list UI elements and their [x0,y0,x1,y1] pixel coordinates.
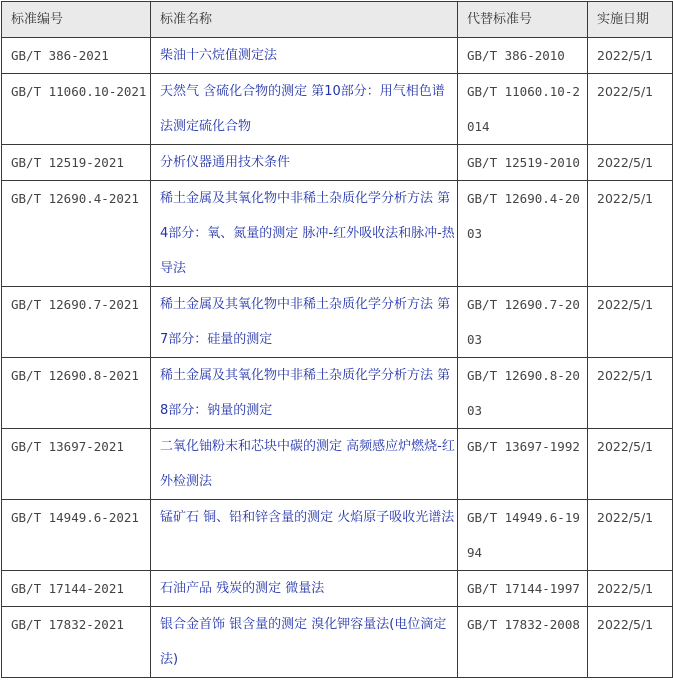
implementation-date: 2022/5/1 [588,74,673,145]
table-row [2,500,673,571]
standard-number: GB/T 12690.4-2021 [2,181,151,287]
header-standard-number: 标准编号 [2,2,151,38]
table-row [2,74,673,145]
table-row [2,571,673,607]
table-row [2,429,673,500]
standard-name: 二氧化铀粉末和芯块中碳的测定 高频感应炉燃烧-红外检测法 [151,429,458,500]
standard-name: 稀土金属及其氧化物中非稀土杂质化学分析方法 第4部分：氧、氮量的测定 脉冲-红外吸收法和脉冲-热导法 [151,181,458,287]
replaced-standard: GB/T 14949.6-1994 [458,500,588,571]
standard-number: GB/T 12690.7-2021 [2,287,151,358]
standard-name: 分析仪器通用技术条件 [151,145,458,181]
replaced-standard: GB/T 17144-1997 [458,571,588,607]
implementation-date: 2022/5/1 [588,145,673,181]
header-implementation-date: 实施日期 [588,2,673,38]
replaced-standard: GB/T 12690.8-2003 [458,358,588,429]
replaced-standard: GB/T 12519-2010 [458,145,588,181]
standard-number: GB/T 12690.8-2021 [2,358,151,429]
replaced-standard: GB/T 12690.4-2003 [458,181,588,287]
replaced-standard: GB/T 17832-2008 [458,607,588,678]
implementation-date: 2022/5/1 [588,500,673,571]
standard-name: 柴油十六烷值测定法 [151,38,458,74]
standard-number: GB/T 12519-2021 [2,145,151,181]
standard-number: GB/T 386-2021 [2,38,151,74]
replaced-standard: GB/T 13697-1992 [458,429,588,500]
replaced-standard: GB/T 12690.7-2003 [458,287,588,358]
standard-number: GB/T 14949.6-2021 [2,500,151,571]
table-row [2,145,673,181]
table-row [2,607,673,678]
table-row [2,38,673,74]
header-replaced-standard: 代替标准号 [458,2,588,38]
replaced-standard: GB/T 386-2010 [458,38,588,74]
implementation-date: 2022/5/1 [588,181,673,287]
standard-name: 石油产品 残炭的测定 微量法 [151,571,458,607]
implementation-date: 2022/5/1 [588,571,673,607]
standard-number: GB/T 17144-2021 [2,571,151,607]
implementation-date: 2022/5/1 [588,287,673,358]
header-standard-name: 标准名称 [151,2,458,38]
standard-number: GB/T 17832-2021 [2,607,151,678]
standard-number: GB/T 13697-2021 [2,429,151,500]
table-row [2,287,673,358]
implementation-date: 2022/5/1 [588,429,673,500]
table-header-row [2,2,673,38]
standard-number: GB/T 11060.10-2021 [2,74,151,145]
implementation-date: 2022/5/1 [588,358,673,429]
standard-name: 稀土金属及其氧化物中非稀土杂质化学分析方法 第8部分：钠量的测定 [151,358,458,429]
replaced-standard: GB/T 11060.10-2014 [458,74,588,145]
table-row [2,181,673,287]
standard-name: 稀土金属及其氧化物中非稀土杂质化学分析方法 第7部分：硅量的测定 [151,287,458,358]
standard-name: 天然气 含硫化合物的测定 第10部分：用气相色谱法测定硫化合物 [151,74,458,145]
implementation-date: 2022/5/1 [588,607,673,678]
standards-table [1,1,673,678]
standard-name: 银合金首饰 银含量的测定 溴化钾容量法(电位滴定法) [151,607,458,678]
table-row [2,358,673,429]
standard-name: 锰矿石 铜、铅和锌含量的测定 火焰原子吸收光谱法 [151,500,458,571]
implementation-date: 2022/5/1 [588,38,673,74]
